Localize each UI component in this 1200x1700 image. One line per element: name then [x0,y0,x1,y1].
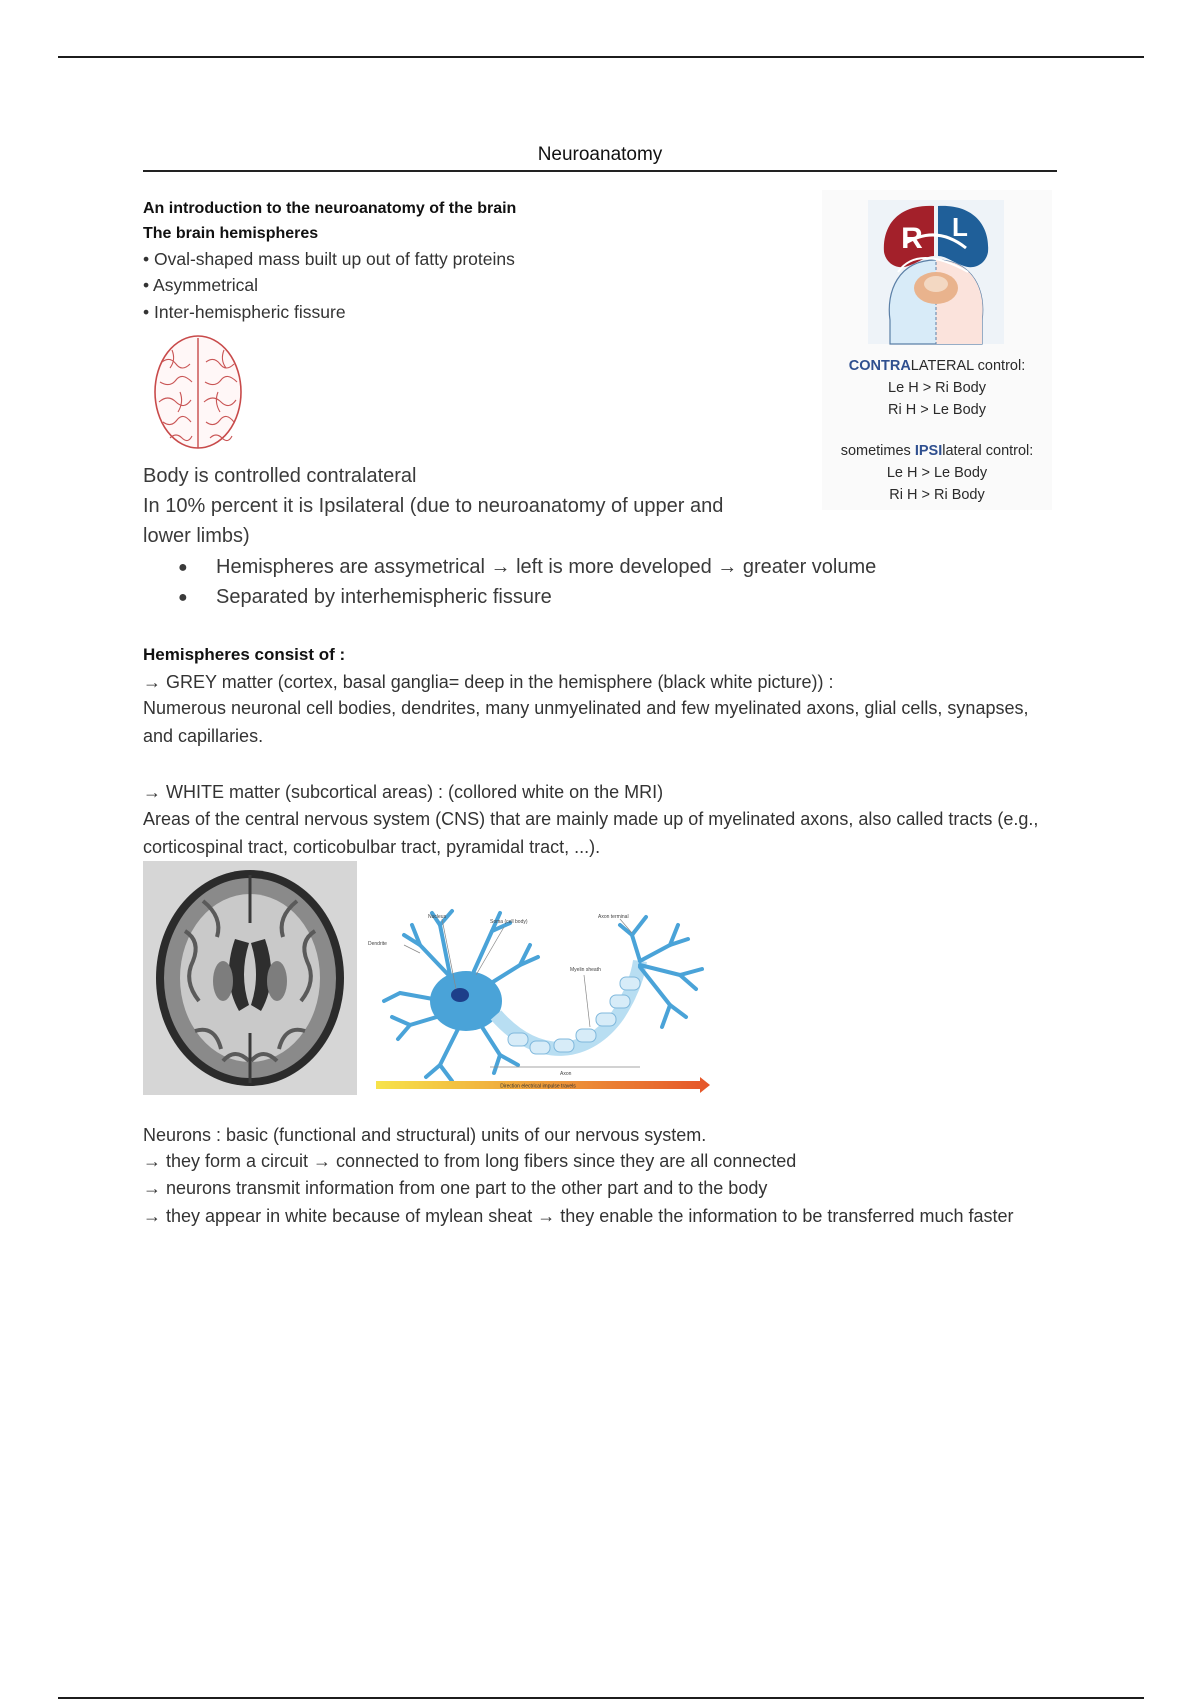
ipsilateral-sentence: In 10% percent it is Ipsilateral (due to neuroanatomy of upper and [143,495,724,517]
neurons-line-2: → they form a circuit → connected to from long fibers since they are all connected [143,1151,797,1171]
white-matter-body: Areas of the central nervous system (CNS) that are mainly made up of myelinated axons, also called tracts (e.g., corticospinal tract, corticobulbar tract, pyramidal tract, ...). [143,809,1039,857]
control-bullet-2 [178,586,552,609]
hemispheres-subheading: The brain hemispheres [143,225,319,242]
contralateral-line-1: Le H > Ri Body [888,380,986,396]
ipsilateral-accent: IPSI [914,443,943,459]
label-axon-terminal: Axon terminal [598,914,629,920]
page-top-rule [58,56,1144,58]
control-bullet-1-text: Hemispheres are assymetrical → left is more developed → greater volume [216,556,877,578]
hemispheres-heading: Hemispheres consist of : [143,645,346,664]
intro-bullet-3: • Inter-hemispheric fissure [143,302,346,322]
brain-sketch-image [150,332,250,454]
grey-matter-body: Numerous neuronal cell bodies, dendrites, many unmyelinated and few myelinated axons, glial cells, synapses, and capillaries. [143,698,1029,746]
grey-matter-title: → GREY matter (cortex, basal ganglia= deep in the hemisphere (black white picture)) : [143,672,834,692]
bullet-dot: ● [178,558,188,576]
contralateral-sentence: Body is controlled contralateral [143,465,417,487]
intro-heading: An introduction to the neuroanatomy of the brain [143,200,517,217]
bullet-dot: ● [178,588,188,606]
contralateral-accent: CONTRA [848,358,911,374]
page-title: Neuroanatomy [143,144,1057,172]
intro-bullet-2: • Asymmetrical [143,275,259,295]
contralateral-line-2: Ri H > Le Body [888,402,986,418]
label-impulse-direction: Direction electrical impulse travels [500,1083,576,1090]
ipsilateral-sentence-cont: lower limbs) [143,525,250,547]
ipsilateral-line-1: Le H > Le Body [886,465,988,481]
brain-left-letter: L [952,212,968,242]
label-axon: Axon [560,1071,572,1077]
label-nucleus: Nucleus [428,914,447,920]
ipsilateral-prefix: sometimes [840,443,915,459]
brain-mri-image [143,861,357,1095]
contralateral-label [822,358,1052,374]
contralateral-control-image [868,200,1004,344]
label-myelin-sheath: Myelin sheath [570,967,601,973]
brain-right-letter: R [901,222,923,255]
white-matter-title: → WHITE matter (subcortical areas) : (collored white on the MRI) [143,782,664,802]
control-bullet-2-text: Separated by interhemispheric fissure [216,586,552,608]
neurons-line-4: → they appear in white because of mylean sheat → they enable the information to be transferred much faster [143,1206,1014,1226]
label-soma: Soma (cell body) [490,919,528,925]
neurons-line-3: → neurons transmit information from one part to the other part and to the body [143,1178,768,1198]
ipsilateral-rest: lateral control: [942,443,1034,459]
ipsilateral-line-2: Ri H > Ri Body [889,487,985,503]
page-bottom-rule [58,1697,1144,1699]
neuron-diagram-image [370,905,715,1095]
intro-bullet-1: • Oval-shaped mass built up out of fatty proteins [143,249,515,269]
neurons-line-1: Neurons : basic (functional and structural) units of our nervous system. [143,1125,707,1145]
ipsilateral-label [822,443,1052,459]
contralateral-rest: LATERAL control: [910,358,1026,374]
label-dendrite: Dendrite [368,941,387,947]
control-bullet-1 [178,556,876,579]
